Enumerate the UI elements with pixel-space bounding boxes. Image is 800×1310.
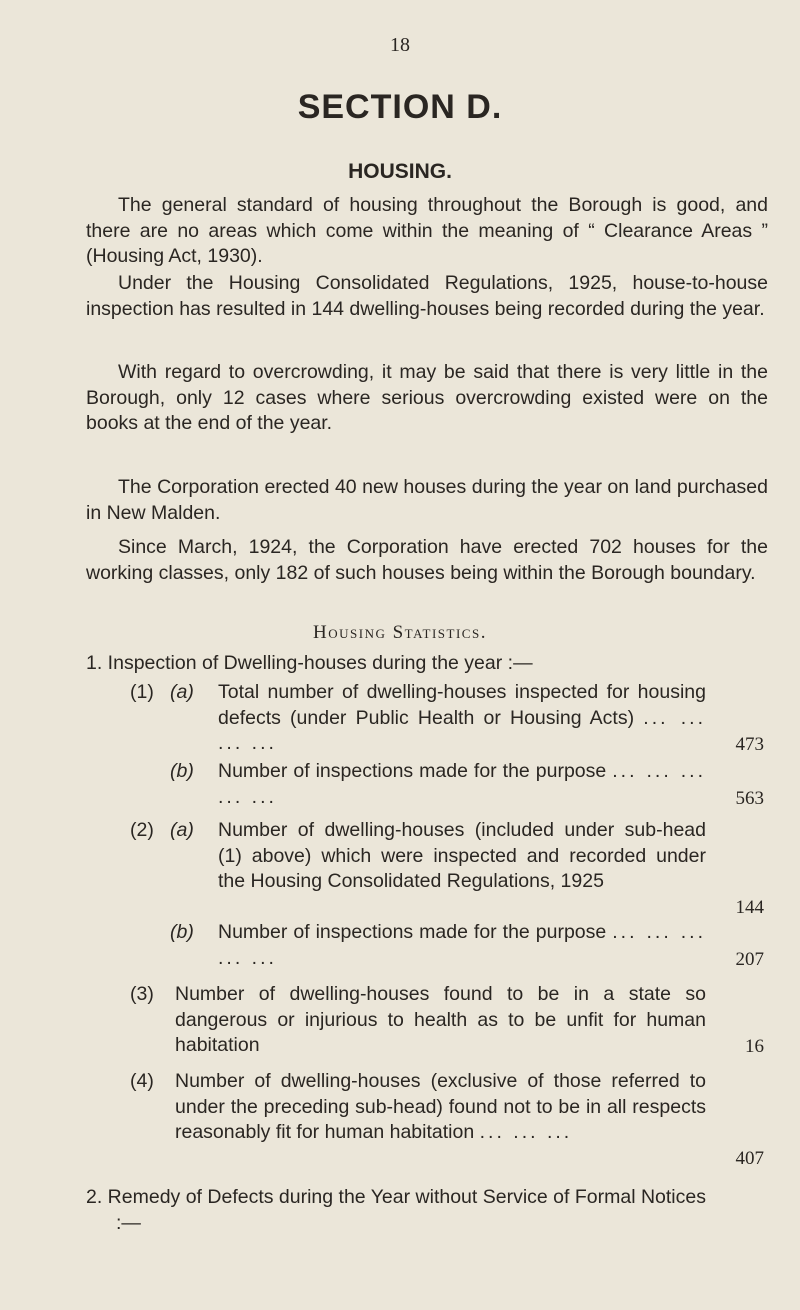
row-text: Total number of dwelling-houses inspected for housing defects (under Public Health or Housing Acts) ... ... ... ... [218, 681, 706, 754]
row-number: (1) [130, 681, 154, 703]
table-row [0, 680, 800, 760]
row-number: (4) [130, 1070, 154, 1092]
paragraph-regulations: Under the Housing Consolidated Regulations, 1925, house-to-house inspection has resulted in 144 dwelling-houses being recorded during the year. [86, 272, 768, 320]
page-number: 18 [390, 34, 410, 56]
table-row [0, 818, 800, 928]
paragraph-since-march: Since March, 1924, the Corporation have erected 702 houses for the working classes, only 182 of such houses being within the Borough boundary. [86, 536, 768, 584]
housing-statistics-heading: Housing Statistics. [313, 622, 487, 643]
table-row [0, 759, 800, 814]
row-number: (3) [130, 983, 154, 1005]
row-subletter: (b) [170, 921, 194, 943]
item-2-heading: 2. Remedy of Defects during the Year without Service of Formal Notices :— [86, 1186, 706, 1234]
row-value: 563 [735, 788, 764, 809]
item-1-heading: 1. Inspection of Dwelling-houses during the year :— [86, 652, 533, 674]
row-text: Number of dwelling-houses (included under sub-head (1) above) which were inspected and recorded under the Housing Consolidated Regulations, 1925 [218, 819, 706, 892]
row-value: 207 [735, 949, 764, 970]
table-row [0, 1069, 800, 1179]
section-subtitle: HOUSING. [348, 160, 452, 183]
row-text: Number of dwelling-houses found to be in a state so dangerous or injurious to health as to be unfit for human habitation [175, 983, 706, 1056]
row-value: 473 [735, 734, 764, 755]
row-value: 16 [745, 1036, 764, 1057]
row-subletter: (a) [170, 681, 194, 703]
table-row [0, 982, 800, 1062]
row-text: Number of inspections made for the purpose ... ... ... ... ... [218, 921, 706, 969]
table-row [0, 920, 800, 975]
paragraph-overcrowding: With regard to overcrowding, it may be said that there is very little in the Borough, only 12 cases where serious overcrowding existed were on the books at the end of the year. [86, 361, 768, 434]
section-title: SECTION D. [297, 88, 503, 126]
row-text: Number of dwelling-houses (exclusive of those referred to under the preceding sub-head) found not to be in all respects reasonably fit for human habitation ... ... ... [175, 1070, 706, 1143]
row-subletter: (b) [170, 760, 194, 782]
row-subletter: (a) [170, 819, 194, 841]
paragraph-general-standard: The general standard of housing throughout the Borough is good, and there are no areas which come within the meaning of “ Clearance Areas ” (Housing Act, 1930). [86, 194, 768, 267]
row-number: (2) [130, 819, 154, 841]
row-text: Number of inspections made for the purpose ... ... ... ... ... [218, 760, 706, 808]
row-value: 144 [735, 897, 764, 918]
row-value: 407 [735, 1148, 764, 1169]
paragraph-corporation-houses: The Corporation erected 40 new houses during the year on land purchased in New Malden. [86, 476, 768, 524]
